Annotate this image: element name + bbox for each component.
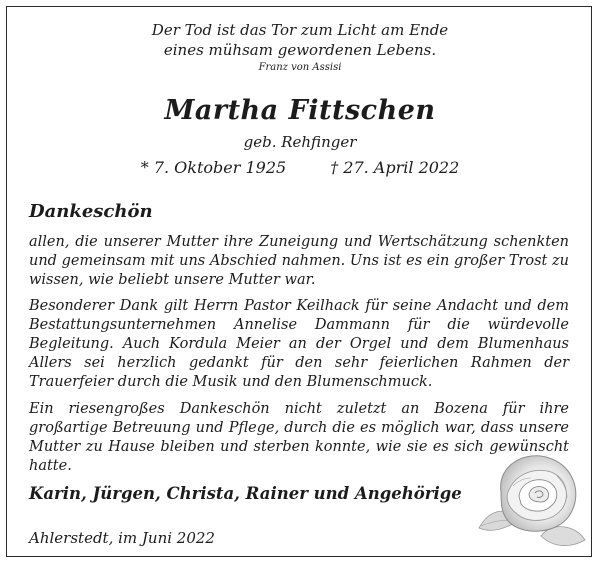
place-date: Ahlerstedt, im Juni 2022 <box>29 529 215 547</box>
life-dates <box>7 158 593 177</box>
thanks-heading: Dankeschön <box>29 201 153 222</box>
death-date: † 27. April 2022 <box>330 158 460 177</box>
quote-line-2: eines mühsam gewordenen Lebens. <box>163 41 437 59</box>
rose-icon <box>471 436 589 554</box>
birth-date: * 7. Oktober 1925 <box>140 158 287 177</box>
quote-source: Franz von Assisi <box>258 62 342 73</box>
paragraph-2: Besonderer Dank gilt Herrn Pastor Keilhack für seine Andacht und dem Bestattungsunternehmen Annelise Dammann für die würdevolle Begleitung. Auch Kordula Meier an der Orgel und dem Blumenhaus Allers sei herzlich gedankt für den sehr feierlichen Rahmen der Trauerfeier durch die Musik und den Blumenschmuck. <box>29 298 569 390</box>
quote-line-1: Der Tod ist das Tor zum Licht am Ende <box>151 21 449 39</box>
deceased-name: Martha Fittschen <box>164 95 436 126</box>
signers: Karin, Jürgen, Christa, Rainer und Angehörige <box>29 484 462 503</box>
birth-name: geb. Rehfinger <box>243 133 357 151</box>
paragraph-1: allen, die unserer Mutter ihre Zuneigung und Wertschätzung schenkten und gemeinsam mit uns Abschied nahmen. Uns ist es ein großer Trost zu wissen, wie beliebt unsere Mutter war. <box>29 234 569 288</box>
paragraph-3: Ein riesengroßes Dankeschön nicht zuletzt an Bozena für ihre großartige Betreuung und Pflege, durch die es möglich war, dass unsere Mutter zu Hause bleiben und sterben konnte, wie sie es sich gewünscht hatte. <box>29 401 569 474</box>
obituary-notice <box>6 6 592 557</box>
